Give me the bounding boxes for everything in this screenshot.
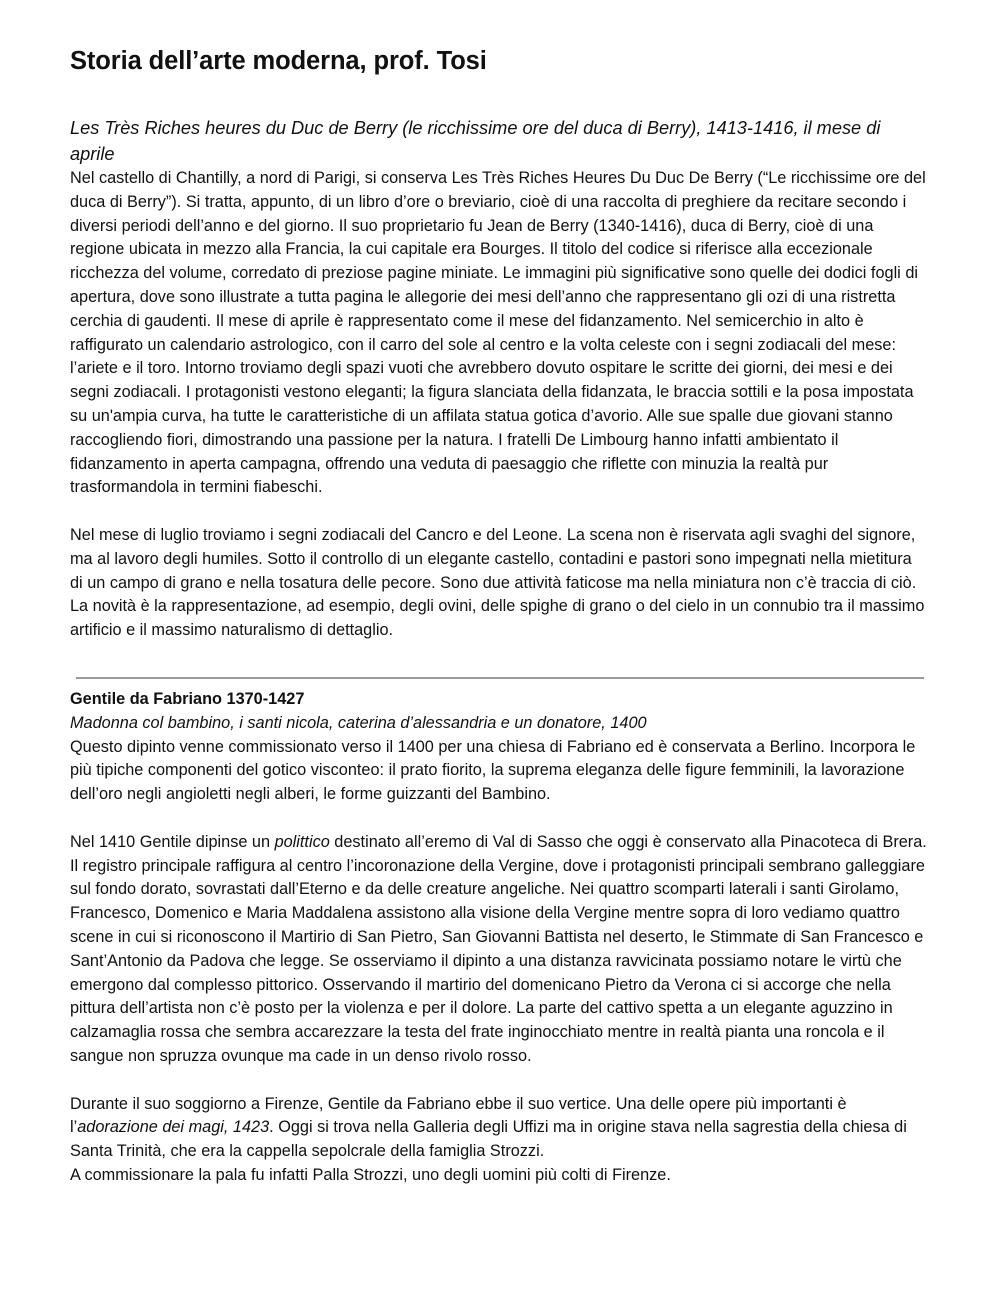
paragraph: Questo dipinto venne commissionato verso il 1400 per una chiesa di Fabriano ed è conservata a Berlino. Incorpora le più tipiche componenti del gotico visconteo: il prato fiorito, la suprema eleganza delle figure femminili, la lavorazione dell’oro negli angioletti negli alberi, le forme guizzanti del Bambino. [70, 737, 916, 804]
text-run: Nel 1410 Gentile dipinse un [70, 832, 275, 851]
paragraph-gap [70, 1069, 928, 1093]
paragraph: Nel castello di Chantilly, a nord di Parigi, si conserva Les Très Riches Heures Du Duc De Berry (“Le ricchissime ore del duca di Berry”). Si tratta, appunto, di un libro d’ore o breviario, cioè di una raccolta di preghiere da recitare secondo i diversi periodi dell’anno e del giorno. Il suo proprietario fu Jean de Berry (1340-1416), duca di Berry, cioè di una regione ubicata in mezzo alla Francia, la cui capitale era Bourges. Il titolo del codice si riferisce alla eccezionale ricchezza del volume, corredato di preziose pagine miniate. Le immagini più significative sono quelle dei dodici fogli di apertura, dove sono illustrate a tutta pagina le allegorie dei mesi dell’anno che rappresentano gli ozi di una ristretta cerchia di gaudenti. Il mese di aprile è rappresentato come il mese del fidanzamento. Nel semicerchio in alto è raffigurato un calendario astrologico, con il carro del sole al centro e la volta celeste con i segni zodiacali del mese: l’ariete e il toro. Intorno troviamo degli spazi vuoti che avrebbero dovuto ospitare le scritte dei giorni, dei mesi e dei segni zodiacali. I protagonisti vestono eleganti; la figura slanciata della fidanzata, le braccia sottili e la posa impostata su un'ampia curva, ha tutte le caratteristiche di un affilata statua gotica d’avorio. Alle sue spalle due giovani stanno raccogliendo fiori, dimostrando una passione per la natura. I fratelli De Limbourg hanno infatti ambientato il fidanzamento in aperta campagna, offrendo una veduta di paesaggio che riflette con minuzia la realtà pur trasformandola in termini fiabeschi. [70, 169, 926, 497]
section-tres-riches-heures [70, 115, 928, 643]
italic-term: polittico [274, 832, 330, 851]
italic-term: adorazione dei magi, 1423 [77, 1118, 270, 1137]
page-title: Storia dell’arte moderna, prof. Tosi [70, 47, 487, 75]
section-gentile-da-fabriano [70, 688, 928, 1188]
text-run: . Oggi si trova nella Galleria degli Uffizi ma in origine stava nella sagrestia della chiesa di Santa Trinità, che era la cappella sepolcrale della famiglia Strozzi. [70, 1118, 907, 1161]
paragraph [70, 831, 928, 1069]
paragraph: A commissionare la pala fu infatti Palla Strozzi, uno degli uomini più colti di Firenze. [70, 1165, 671, 1184]
paragraph [70, 1093, 928, 1164]
paragraph-gap [70, 807, 928, 831]
section-divider [76, 677, 924, 679]
section-heading: Gentile da Fabriano 1370-1427 [70, 690, 305, 708]
paragraph: Nel mese di luglio troviamo i segni zodiacali del Cancro e del Leone. La scena non è riservata agli svaghi del signore, ma al lavoro degli humiles. Sotto il controllo di un elegante castello, contadini e pastori sono impegnati nella mietitura di un campo di grano e nella tosatura delle pecore. Sono due attività faticose ma nella miniatura non c’è traccia di ciò. La novità è la rappresentazione, ad esempio, degli ovini, delle spighe di grano o del cielo in un connubio tra il massimo artificio e il massimo naturalismo di dettaglio. [70, 525, 925, 640]
section-heading: Les Très Riches heures du Duc de Berry (le ricchissime ore del duca di Berry), 1413-1416, il mese di aprile [70, 118, 881, 164]
section-subheading: Madonna col bambino, i santi nicola, caterina d’alessandria e un donatore, 1400 [70, 713, 647, 732]
text-run: destinato all’eremo di Val di Sasso che oggi è conservato alla Pinacoteca di Brera. Il registro principale raffigura al centro l’incoronazione della Vergine, dove i protagonisti principali sembrano galleggiare sul fondo dorato, sovrastati dall’Eterno e da delle creature angeliche. Nei quattro scomparti laterali i santi Girolamo, Francesco, Domenico e Maria Maddalena assistono alla visione della Vergine mentre sopra di loro vediamo quattro scene in cui si riconoscono il Martirio di San Pietro, San Giovanni Battista nel deserto, le Stimmate di San Francesco e Sant’Antonio da Padova che legge. Se osserviamo il dipinto a una distanza ravvicinata possiamo notare le virtù che emergono dal complesso pittorico. Osservando il martirio del domenicano Pietro da Verona ci si accorge che nella pittura dell’artista non c’è posto per la violenza e per il dolore. La parte del cattivo spetta a un elegante aguzzino in calzamaglia rossa che sembra accarezzare la testa del frate inginocchiato mentre in realtà pianta una roncola e il sangue non spruzza ovunque ma cade in un denso rivolo rosso. [70, 832, 927, 1065]
text-run: Durante il suo soggiorno a Firenze, Gentile da Fabriano ebbe il suo vertice. Una delle opere più importanti è l’ [70, 1094, 847, 1137]
paragraph-gap [70, 500, 928, 524]
